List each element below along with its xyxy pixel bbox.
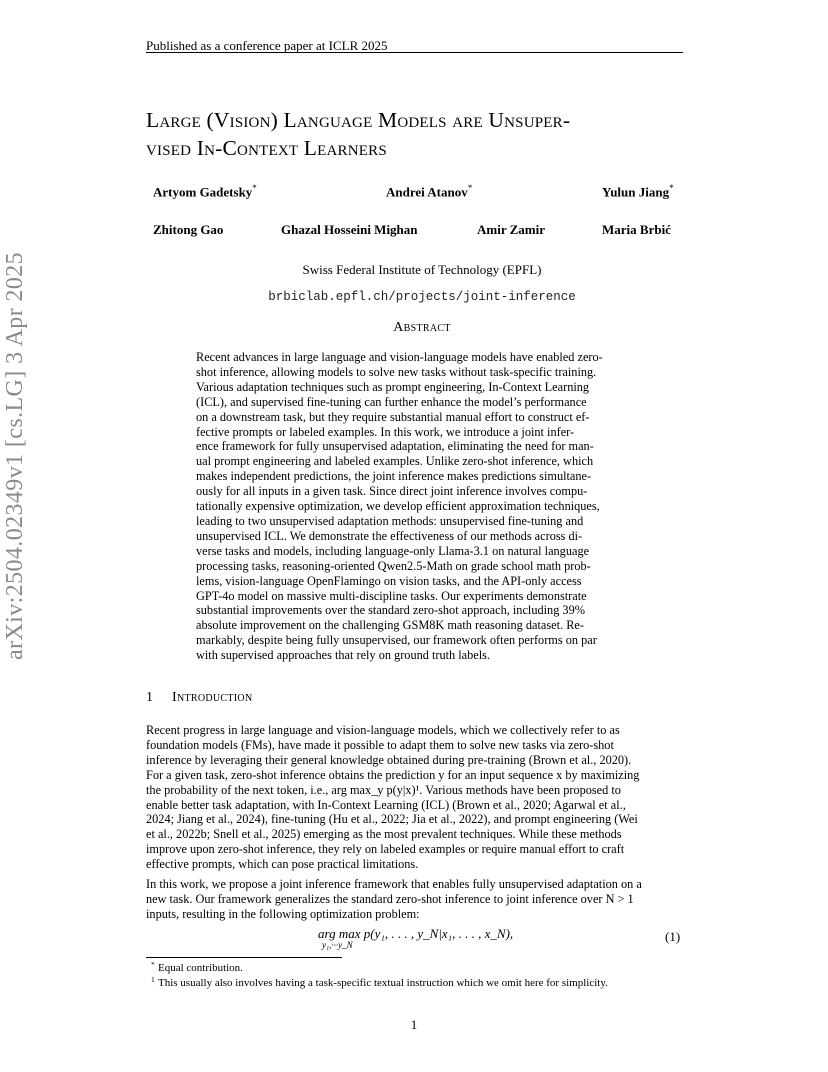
running-header: Published as a conference paper at ICLR 2025 [146,38,388,53]
abstract-line: unsupervised ICL. We demonstrate the effectiveness of our methods across di- [196,528,583,543]
project-url[interactable]: brbiclab.epfl.ch/projects/joint-inference [268,290,576,304]
abstract-line: processing tasks, reasoning-oriented Qwen2.5-Math on grade school math prob- [196,558,591,573]
body-line: foundation models (FMs), have made it possible to adapt them to solve new tasks via zero-shot [146,737,614,752]
abstract-line: markably, despite being fully unsupervised, our framework often performs on par [196,633,597,648]
footnote-rule [146,957,342,958]
abstract-line: ual prompt engineering and labeled examples. Unlike zero-shot inference, which [196,454,594,469]
affiliation: Swiss Federal Institute of Technology (EPFL) [302,262,542,277]
body-line: In this work, we propose a joint inference framework that enables fully unsupervised adaptation on a [146,877,642,891]
abstract-line: (ICL), and supervised fine-tuning can further enhance the model’s performance [196,394,587,409]
intro-paragraph-2 [146,877,686,922]
author-7: Maria Brbić [602,222,671,237]
abstract-line: with supervised approaches that rely on ground truth labels. [196,648,491,663]
body-line: 2024; Jiang et al., 2024), fine-tuning (Hu et al., 2022; Jia et al., 2022), and prompt engineering (Wei [146,812,638,827]
header-rule [146,52,683,53]
author-2: Andrei Atanov* [386,183,473,200]
equation-1 [318,926,513,950]
section-heading-introduction [146,690,252,706]
arxiv-stamp: arXiv:2504.02349v1 [cs.LG] 3 Apr 2025 [2,251,28,660]
body-line: enable better task adaptation, with In-Context Learning (ICL) (Brown et al., 2020; Agarwal et al., [146,797,626,812]
abstract-line: lems, vision-language OpenFlamingo on vision tasks, and the API-only access [196,573,582,588]
section-title: Introduction [172,690,253,705]
body-line: inputs, resulting in the following optimization problem: [146,906,420,921]
page-number: 1 [410,1017,418,1032]
title-line-2: vised In-Context Learners [146,136,387,160]
abstract-line: on a downstream task, but they require substantial manual effort to construct ef- [196,409,590,424]
abstract-line: GPT-4o model on massive multi-discipline tasks. Our experiments demonstrate [196,588,587,603]
abstract-line: makes independent predictions, the joint inference makes predictions simultane- [196,469,592,484]
equation-main: arg max p(y₁, . . . , y_N|x₁, . . . , x_N), [318,926,514,941]
abstract-line: ence framework for fully unsupervised adaptation, eliminating the need for man- [196,439,594,454]
equation-number: (1) [665,929,681,944]
abstract-line: absolute improvement on the challenging GSM8K math reasoning dataset. Re- [196,618,584,633]
author-5: Ghazal Hosseini Mighan [281,222,418,237]
body-line: improve upon zero-shot inference, they rely on labeled examples or require manual effort to craft [146,842,625,857]
footnote-equal-contribution: * Equal contribution. [151,960,243,974]
body-line: For a given task, zero-shot inference obtains the prediction y for an input sequence x by maximizing [146,767,640,782]
body-line: et al., 2022b; Snell et al., 2025) emerging as the most prevalent techniques. While these methods [146,827,622,842]
author-3: Yulun Jiang* [602,183,674,200]
author-1: Artyom Gadetsky* [153,183,257,200]
title-line-1: Large (Vision) Language Models are Unsuper- [146,108,571,132]
abstract-line: substantial improvements over the standard zero-shot approach, including 39% [196,603,585,618]
abstract-line: tationally expensive optimization, we develop efficient approximation techniques, [196,499,600,514]
abstract-line: shot inference, allowing models to solve new tasks without task-specific training. [196,364,597,379]
body-line: new task. Our framework generalizes the standard zero-shot inference to joint inference over N > 1 [146,891,634,906]
intro-paragraph-1 [146,723,686,872]
body-line: the probability of the next token, i.e., arg max_y p(y|x)¹. Various methods have been proposed to [146,782,621,797]
abstract-heading: Abstract [393,320,451,335]
abstract-body [196,350,633,663]
section-number: 1 [146,690,154,705]
equation-subscript: y₁,···y_N [322,940,353,950]
body-line: inference by leveraging their general knowledge obtained during pre-training (Brown et al., 2020). [146,752,632,767]
author-4: Zhitong Gao [153,222,224,237]
abstract-line: Recent advances in large language and vision-language models have enabled zero- [196,350,603,364]
abstract-line: ously for all inputs in a given task. Since direct joint inference involves compu- [196,484,588,499]
footnote-1: 1 This usually also involves having a task-specific textual instruction which we omit here for simplicity. [151,975,608,989]
abstract-line: Various adaptation techniques such as prompt engineering, In-Context Learning [196,379,590,394]
author-6: Amir Zamir [477,222,545,237]
abstract-line: verse tasks and models, including language-only Llama-3.1 on natural language [196,543,590,558]
abstract-line: fective prompts or labeled examples. In this work, we introduce a joint infer- [196,424,575,439]
paper-title [146,106,706,162]
body-line: effective prompts, which can pose practical limitations. [146,857,419,872]
body-line: Recent progress in large language and vision-language models, which we collectively refer to as [146,723,620,737]
abstract-line: leading to two unsupervised adaptation methods: unsupervised fine-tuning and [196,513,584,528]
